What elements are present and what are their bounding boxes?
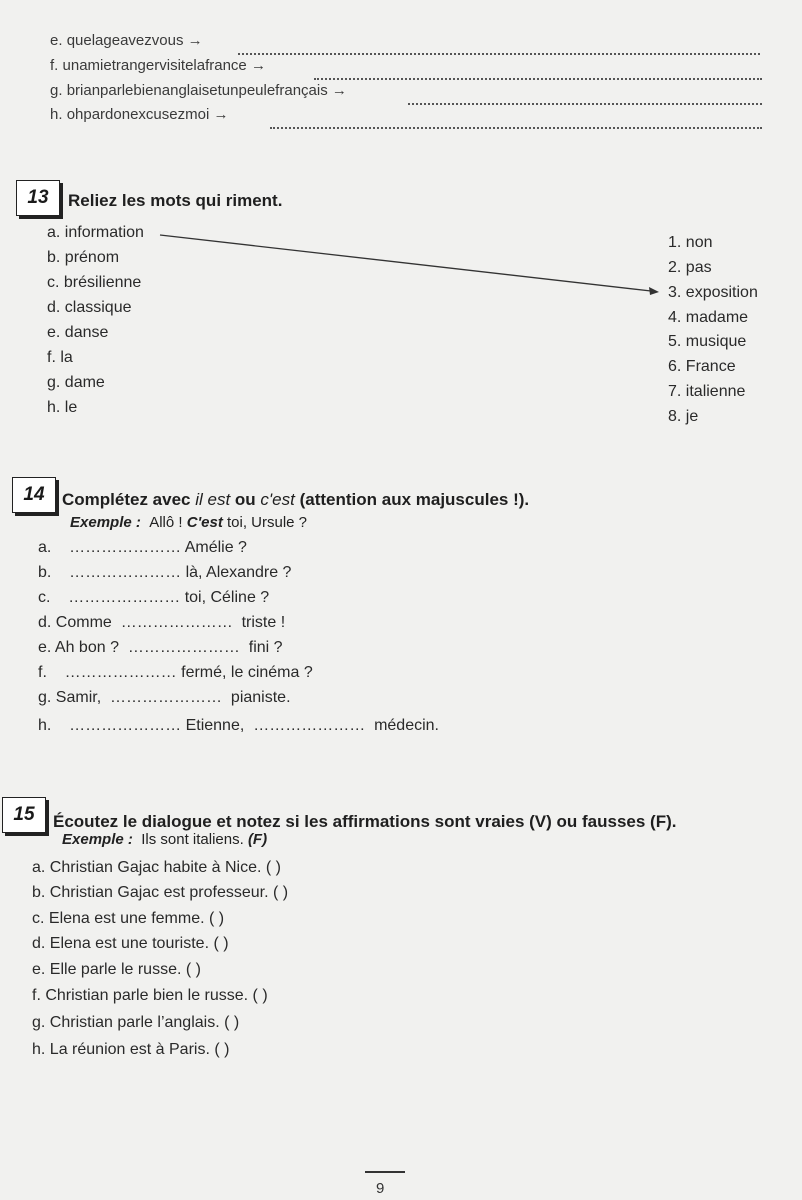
match-right-7: 7. italienne [668, 383, 746, 400]
tf-item-d: d. Elena est une touriste. ( ) [32, 935, 229, 952]
fill-item-g: g. Samir, ………………… pianiste. [38, 689, 291, 706]
tf-item-g: g. Christian parle l’anglais. ( ) [32, 1014, 240, 1031]
fill-item-b: b. ………………… là, Alexandre ? [38, 564, 292, 581]
match-right-3: 3. exposition [668, 284, 758, 301]
exercise-14-number: 14 [12, 477, 56, 513]
match-left-h: h. le [47, 399, 78, 416]
top-item-e: e. quelageavezvous → [50, 32, 203, 49]
match-left-d: d. classique [47, 299, 132, 316]
match-left-f: f. la [47, 349, 73, 366]
top-item-h: h. ohpardonexcusezmoi → [50, 106, 229, 123]
match-left-a: a. information [47, 224, 144, 241]
tf-item-b: b. Christian Gajac est professeur. ( ) [32, 884, 289, 901]
tf-item-c: c. Elena est une femme. ( ) [32, 910, 225, 927]
match-right-4: 4. madame [668, 309, 749, 326]
footer-rule [365, 1171, 405, 1173]
match-right-1: 1. non [668, 234, 713, 251]
match-left-e: e. danse [47, 324, 109, 341]
match-left-b: b. prénom [47, 249, 120, 266]
match-right-2: 2. pas [668, 259, 712, 276]
match-left-g: g. dame [47, 374, 105, 391]
fill-item-e: e. Ah bon ? ………………… fini ? [38, 639, 283, 656]
exercise-14-example: Exemple : Allô ! C'est toi, Ursule ? [70, 514, 308, 531]
exercise-13-title: Reliez les mots qui riment. [68, 191, 283, 210]
exercise-14-title: Complétez avec il est ou c'est (attention aux majuscules !). [62, 490, 530, 509]
tf-item-e: e. Elle parle le russe. ( ) [32, 961, 201, 978]
fill-item-h: h. ………………… Etienne, ………………… médecin. [38, 717, 439, 734]
exercise-15-title: Écoutez le dialogue et notez si les affirmations sont vraies (V) ou fausses (F). [53, 812, 677, 831]
exercise-15-number: 15 [2, 797, 46, 833]
fill-item-c: c. ………………… toi, Céline ? [38, 589, 270, 606]
tf-item-f: f. Christian parle bien le russe. ( ) [32, 987, 268, 1004]
tf-item-a: a. Christian Gajac habite à Nice. ( ) [32, 859, 281, 876]
match-left-c: c. brésilienne [47, 274, 142, 291]
fill-item-a: a. ………………… Amélie ? [38, 539, 247, 556]
exercise-13-number: 13 [16, 180, 60, 216]
tf-item-h: h. La réunion est à Paris. ( ) [32, 1041, 230, 1058]
exercise-15-example: Exemple : Ils sont italiens. (F) [62, 831, 268, 848]
fill-item-f: f. ………………… fermé, le cinéma ? [38, 664, 313, 681]
page-number: 9 [376, 1180, 385, 1197]
match-right-8: 8. je [668, 408, 699, 425]
top-item-g: g. brianparlebienanglaisetunpeulefrançais → [50, 82, 347, 99]
match-right-6: 6. France [668, 358, 736, 375]
match-right-5: 5. musique [668, 333, 747, 350]
top-item-f: f. unamietrangervisitelafrance → [50, 57, 266, 74]
fill-item-d: d. Comme ………………… triste ! [38, 614, 286, 631]
